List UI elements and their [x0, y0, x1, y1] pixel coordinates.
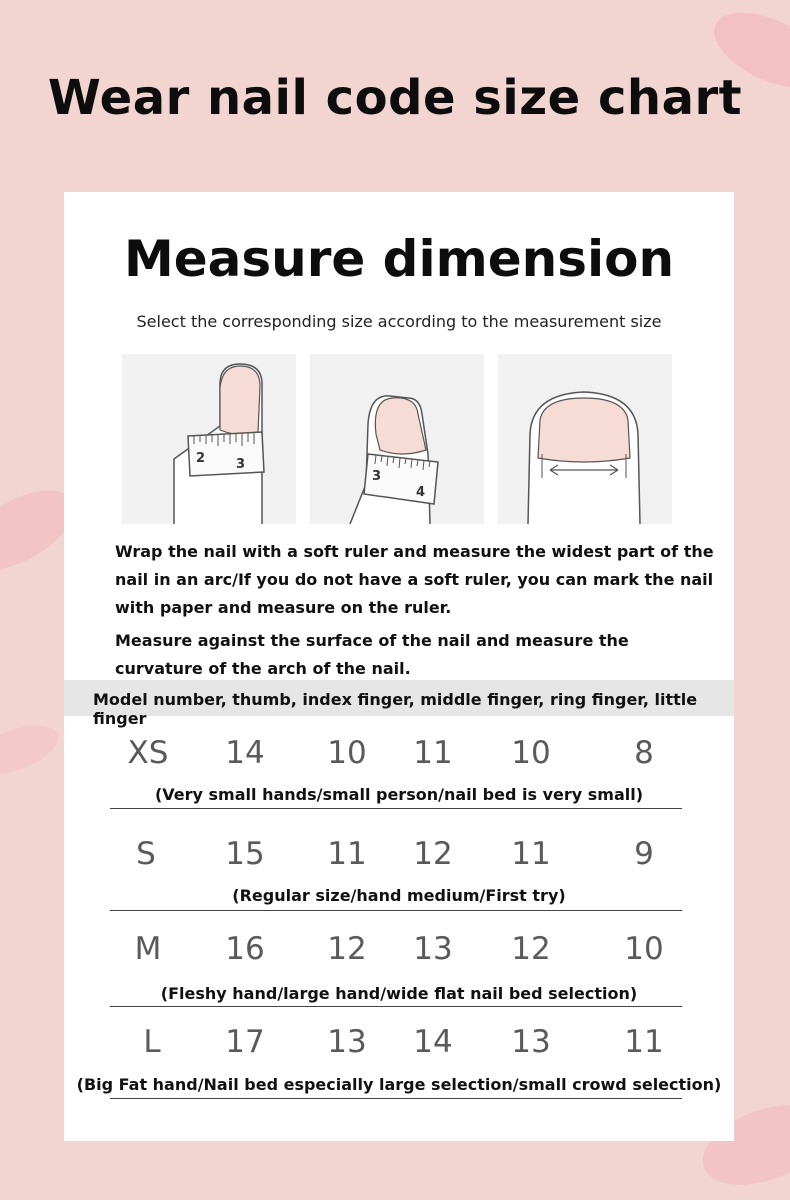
ruler-mark: 3: [236, 457, 246, 472]
size-description: (Very small hands/small person/nail bed is very small): [154, 785, 644, 804]
size-chart-card: [64, 192, 734, 1141]
size-value: 15: [225, 836, 265, 872]
card-title: Measure dimension: [123, 230, 675, 288]
size-value: 8: [634, 735, 654, 771]
row-divider: [110, 808, 682, 809]
size-description: (Big Fat hand/Nail bed especially large selection/small crowd selection): [76, 1075, 722, 1094]
ruler-mark: 2: [196, 451, 206, 466]
card-subtitle: Select the corresponding size according to the measurement size: [136, 312, 662, 331]
size-value: 9: [634, 836, 654, 872]
row-divider: [110, 1006, 682, 1007]
size-label: L: [143, 1024, 161, 1060]
size-value: 12: [413, 836, 453, 872]
size-value: 10: [511, 735, 551, 771]
ruler-mark: 3: [372, 469, 382, 484]
size-label: M: [134, 931, 162, 967]
size-value: 11: [511, 836, 551, 872]
instruction-text: Wrap the nail with a soft ruler and measure the widest part of the nail in an arc/If you do not have a soft ruler, you can mark the nail with paper and measure on the ruler.: [115, 542, 714, 617]
instruction-text: Measure against the surface of the nail and measure the curvature of the arch of the nail.: [115, 631, 629, 678]
size-value: 16: [225, 931, 265, 967]
table-header: Model number, thumb, index finger, middle finger, ring finger, little finger: [93, 690, 698, 728]
petal-decoration: [0, 716, 64, 784]
size-value: 12: [511, 931, 551, 967]
size-description: (Fleshy hand/large hand/wide flat nail bed selection): [160, 984, 638, 1003]
size-value: 13: [511, 1024, 551, 1060]
size-description: (Regular size/hand medium/First try): [232, 886, 566, 905]
size-value: 17: [225, 1024, 265, 1060]
size-value: 10: [327, 735, 367, 771]
size-value: 12: [327, 931, 367, 967]
size-value: 11: [624, 1024, 664, 1060]
finger-ruler-angled-icon: [310, 354, 484, 524]
size-value: 14: [413, 1024, 453, 1060]
size-value: 10: [624, 931, 664, 967]
size-value: 13: [327, 1024, 367, 1060]
size-value: 11: [327, 836, 367, 872]
size-value: 11: [413, 735, 453, 771]
row-divider: [110, 1098, 682, 1099]
size-value: 14: [225, 735, 265, 771]
finger-ruler-side-icon: [122, 354, 296, 524]
size-label: S: [136, 836, 156, 872]
size-value: 13: [413, 931, 453, 967]
row-divider: [110, 910, 682, 911]
ruler-mark: 4: [416, 485, 426, 500]
finger-width-arrow-icon: [498, 354, 672, 524]
size-label: XS: [127, 735, 169, 771]
page-title: Wear nail code size chart: [47, 70, 743, 126]
